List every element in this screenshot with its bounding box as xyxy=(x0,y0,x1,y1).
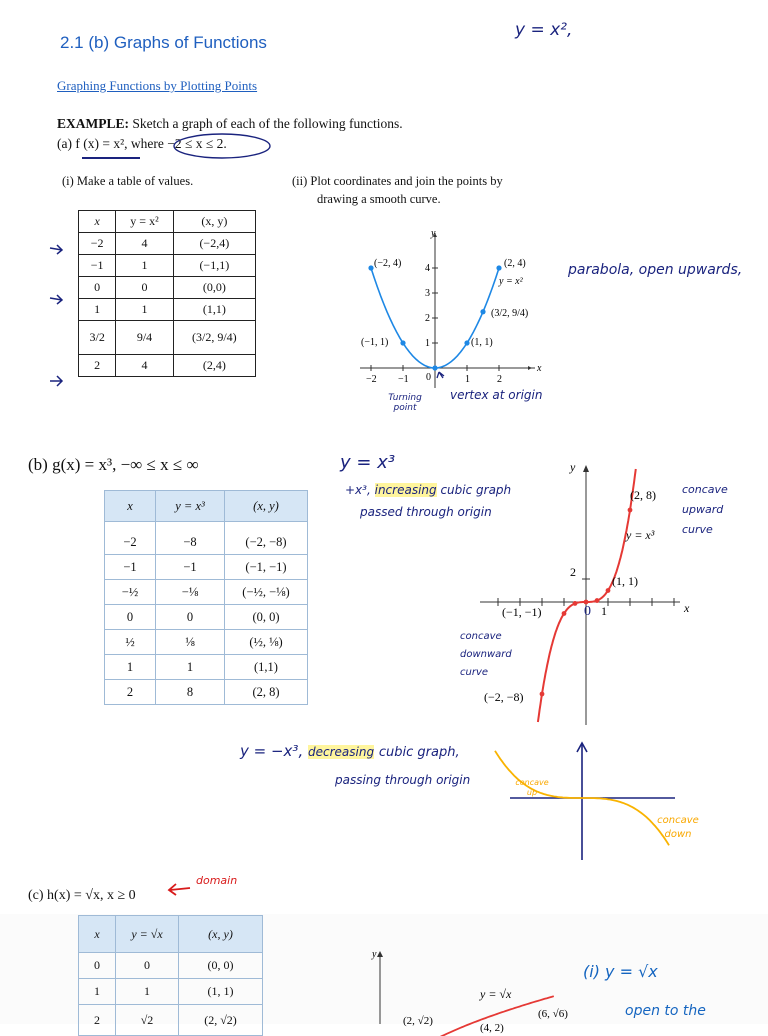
data-point xyxy=(562,611,567,616)
vertex-arrow-mark xyxy=(437,372,444,378)
y-tick-label: 3 xyxy=(425,288,430,299)
table-cell: (−½, −⅛) xyxy=(225,580,308,605)
graph-b-y-label: y xyxy=(570,460,576,474)
table-row xyxy=(105,680,308,705)
table-cell: 9/4 xyxy=(116,321,173,355)
table-row xyxy=(105,630,308,655)
sketch-axes xyxy=(510,743,675,860)
highlighted-word: increasing xyxy=(374,483,437,497)
table-row xyxy=(105,555,308,580)
table-cell: 1 xyxy=(105,655,156,680)
table-a xyxy=(78,210,256,377)
data-point xyxy=(573,601,578,606)
table-cell: −2 xyxy=(105,530,156,555)
row-arrow-marks xyxy=(48,238,70,388)
curve-label: y = x² xyxy=(499,276,523,287)
data-point xyxy=(606,588,611,593)
x-tick-label: 2 xyxy=(497,374,502,385)
note-text: y = −x³, xyxy=(240,742,304,760)
y-tick-label: 2 xyxy=(570,565,576,579)
graph-b xyxy=(440,455,710,730)
domain-note: domain xyxy=(196,874,238,887)
y-tick-label: 4 xyxy=(425,263,430,274)
table-row xyxy=(105,655,308,680)
table-row xyxy=(79,321,256,355)
table-spacer xyxy=(105,522,308,531)
table-b xyxy=(104,490,308,705)
turning-point-note: Turning point xyxy=(388,393,422,413)
vertex-note: vertex at origin xyxy=(450,388,543,402)
point-label: (1, 1) xyxy=(471,337,493,348)
highlighted-word: decreasing xyxy=(308,745,375,759)
x-tick-label: 1 xyxy=(601,604,607,618)
point-label: (−2, 4) xyxy=(374,258,402,269)
graph-a-y-label: y xyxy=(431,228,436,239)
table-cell: (½, ⅛) xyxy=(225,630,308,655)
y-tick-label: 1 xyxy=(425,338,430,349)
example-text: Sketch a graph of each of the following functions. xyxy=(132,116,403,131)
table-cell: −2 xyxy=(79,233,116,255)
axis-arrowhead xyxy=(377,951,383,957)
table-header: (x, y) xyxy=(225,491,308,522)
data-point xyxy=(496,265,501,270)
table-header: (x, y) xyxy=(173,211,255,233)
part-a-ink-marks xyxy=(70,130,280,165)
note-text: cubic graph xyxy=(440,483,512,497)
table-cell: 0 xyxy=(79,277,116,299)
graph-c-y-label: y xyxy=(372,949,377,960)
table-cell: −1 xyxy=(156,555,225,580)
x-tick-label: 1 xyxy=(465,374,470,385)
table-cell: 1 xyxy=(116,979,179,1005)
table-row xyxy=(105,580,308,605)
point-label: (2, 4) xyxy=(504,258,526,269)
table-row xyxy=(105,530,308,555)
part-a-heading: (a) f (x) = x², where −2 ≤ x ≤ 2. xyxy=(57,136,227,151)
example-label: EXAMPLE: xyxy=(57,116,129,131)
table-cell: (1,1) xyxy=(225,655,308,680)
table-row xyxy=(79,233,256,255)
table-cell: 1 xyxy=(79,299,116,321)
y-tick-label: 2 xyxy=(425,313,430,324)
concave-up-note: concave up xyxy=(515,778,549,797)
table-row xyxy=(79,277,256,299)
table-header: y = x³ xyxy=(156,491,225,522)
table-cell: 0 xyxy=(116,277,173,299)
table-row xyxy=(79,255,256,277)
table-cell: (0, 0) xyxy=(225,605,308,630)
point-label: (3/2, 9/4) xyxy=(491,308,529,319)
data-point xyxy=(400,340,405,345)
concave-down-note: concave down xyxy=(657,815,699,840)
data-point xyxy=(540,692,545,697)
point-label: (4, 2) xyxy=(480,1022,504,1034)
table-cell: 4 xyxy=(116,233,173,255)
table-cell: −1 xyxy=(79,255,116,277)
point-label: (−1, 1) xyxy=(361,337,389,348)
table-cell: 0 xyxy=(105,605,156,630)
data-point xyxy=(595,598,600,603)
table-cell: (0, 0) xyxy=(179,953,263,979)
table-cell: (1, 1) xyxy=(179,979,263,1005)
part-b-equation-note: y = x³ xyxy=(340,452,396,473)
table-row xyxy=(79,953,263,979)
table-cell: −½ xyxy=(105,580,156,605)
graph-b-x-label: x xyxy=(684,601,690,615)
table-row xyxy=(79,355,256,377)
table-cell: 1 xyxy=(79,979,116,1005)
table-row xyxy=(79,1005,263,1036)
table-header: y = x² xyxy=(116,211,173,233)
table-cell: (−1,1) xyxy=(173,255,255,277)
handwritten-note-top: y = x², xyxy=(515,20,573,40)
table-cell: 2 xyxy=(105,680,156,705)
table-cell: 2 xyxy=(79,1005,116,1036)
note-text: +x³, xyxy=(345,483,371,497)
section-subtitle: Graphing Functions by Plotting Points xyxy=(57,78,258,93)
table-c xyxy=(78,915,263,1036)
part-c-heading: (c) h(x) = √x, x ≥ 0 xyxy=(28,888,136,903)
axis-arrowheads xyxy=(433,233,532,370)
point-label: (2, √2) xyxy=(403,1015,433,1027)
x-tick-label: 0 xyxy=(426,372,431,383)
table-cell: −8 xyxy=(156,530,225,555)
table-cell: (3/2, 9/4) xyxy=(173,321,255,355)
table-cell: 3/2 xyxy=(79,321,116,355)
table-cell: −1 xyxy=(105,555,156,580)
concave-upward-note: concave upward curve xyxy=(682,483,728,536)
table-row xyxy=(79,979,263,1005)
table-cell: −⅛ xyxy=(156,580,225,605)
graph-b-axes xyxy=(480,467,680,725)
table-cell: (2, √2) xyxy=(179,1005,263,1036)
point-label: (1, 1) xyxy=(612,574,638,588)
curve-label: y = √x xyxy=(480,987,512,1001)
data-point xyxy=(432,365,437,370)
graph-c xyxy=(370,945,590,1034)
table-header: (x, y) xyxy=(179,916,263,953)
axis-arrowhead xyxy=(583,465,589,472)
note-text: cubic graph, xyxy=(378,745,460,760)
graph-a-x-label: x xyxy=(537,363,542,374)
step-ii-line2: drawing a smooth curve. xyxy=(317,192,441,206)
graph-a xyxy=(355,228,555,393)
table-cell: 8 xyxy=(156,680,225,705)
concave-downward-note: concave downward curve xyxy=(460,631,512,678)
table-cell: (2, 8) xyxy=(225,680,308,705)
x-tick-label: −1 xyxy=(398,374,409,385)
part-c-note-open: open to the xyxy=(625,1003,706,1019)
table-cell: √2 xyxy=(116,1005,179,1036)
neg-cubic-sketch xyxy=(505,738,680,863)
table-cell: (−1, −1) xyxy=(225,555,308,580)
table-cell: (−2,4) xyxy=(173,233,255,255)
table-cell: 0 xyxy=(116,953,179,979)
table-cell: (1,1) xyxy=(173,299,255,321)
point-label: (−2, −8) xyxy=(484,690,524,704)
part-c-note-i: (i) y = √x xyxy=(583,962,658,981)
table-cell: (2,4) xyxy=(173,355,255,377)
table-row xyxy=(79,211,256,233)
table-cell: 1 xyxy=(156,655,225,680)
neg-cubic-line1 xyxy=(240,742,460,760)
table-header: x xyxy=(105,491,156,522)
point-label: (−1, −1) xyxy=(502,605,542,619)
table-cell: (0,0) xyxy=(173,277,255,299)
table-cell: 0 xyxy=(156,605,225,630)
table-cell: 1 xyxy=(116,255,173,277)
point-label: (6, √6) xyxy=(538,1008,568,1020)
parabola-note: parabola, open upwards, xyxy=(568,262,743,278)
neg-cubic-line2: passing through origin xyxy=(335,773,471,787)
origin-mark: 0 xyxy=(584,604,591,619)
curve-label: y = x³ xyxy=(626,528,655,542)
table-cell: ½ xyxy=(105,630,156,655)
point-label: (2, 8) xyxy=(630,488,656,502)
cubic-curve xyxy=(538,469,636,722)
table-header: x xyxy=(79,916,116,953)
table-cell: 4 xyxy=(116,355,173,377)
data-point xyxy=(368,265,373,270)
table-row xyxy=(79,299,256,321)
x-tick-label: −2 xyxy=(366,374,377,385)
table-cell: (−2, −8) xyxy=(225,530,308,555)
domain-arrow-mark xyxy=(164,880,194,900)
data-point xyxy=(464,340,469,345)
part-b-heading: (b) g(x) = x³, −∞ ≤ x ≤ ∞ xyxy=(28,455,199,474)
table-header: y = √x xyxy=(116,916,179,953)
table-row xyxy=(105,491,308,522)
table-row xyxy=(105,605,308,630)
data-point xyxy=(628,508,633,513)
part-b-note-line2: passed through origin xyxy=(360,505,492,519)
table-header: x xyxy=(79,211,116,233)
data-point xyxy=(480,309,485,314)
table-cell: 0 xyxy=(79,953,116,979)
table-cell: 1 xyxy=(116,299,173,321)
table-cell: 2 xyxy=(79,355,116,377)
step-ii-line1: (ii) Plot coordinates and join the points by xyxy=(292,174,503,188)
page-title: 2.1 (b) Graphs of Functions xyxy=(60,33,267,52)
step-i: (i) Make a table of values. xyxy=(62,174,194,188)
table-cell: ⅛ xyxy=(156,630,225,655)
table-row xyxy=(79,916,263,953)
